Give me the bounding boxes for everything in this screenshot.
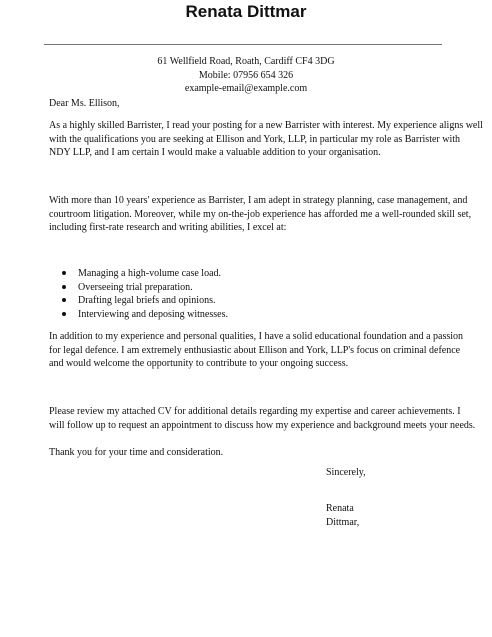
paragraph-1-line: NDY LLP, and I am certain I would make a valuable addition to your organisation. <box>49 147 381 158</box>
closing-text: Sincerely, <box>326 467 366 478</box>
bullet-icon <box>62 271 66 275</box>
list-item <box>62 281 442 295</box>
closing <box>326 466 366 480</box>
paragraph-2-line: With more than 10 years' experience as Barrister, I am adept in strategy planning, case management, and <box>49 195 468 206</box>
paragraph-4 <box>49 405 476 432</box>
signature <box>326 502 359 529</box>
list-item <box>62 294 442 308</box>
paragraph-3-line: In addition to my experience and personal qualities, I have a solid educational foundation and a passion <box>49 331 464 342</box>
paragraph-4-line: Please review my attached CV for additional details regarding my expertise and career achievements. I <box>49 406 461 417</box>
list-item-text: Interviewing and deposing witnesses. <box>78 308 228 320</box>
list-item <box>62 308 442 322</box>
paragraph-3-line: for legal defence. I am extremely enthusiastic about Ellison and York, LLP's focus on criminal defence <box>49 344 461 356</box>
contact-block <box>0 55 492 96</box>
salutation <box>49 97 454 111</box>
signature-first-name: Renata <box>326 503 354 514</box>
salutation-text: Dear Ms. Ellison, <box>49 98 120 109</box>
list-item-text: Overseeing trial preparation. <box>78 281 193 293</box>
paragraph-2 <box>49 194 472 235</box>
list-item-text: Drafting legal briefs and opinions. <box>78 295 216 306</box>
thanks-line <box>49 446 454 460</box>
paragraph-3 <box>49 330 464 371</box>
header-divider <box>44 44 442 45</box>
bullet-icon <box>62 312 66 316</box>
skills-list <box>62 267 442 321</box>
contact-mobile: Mobile: 07956 654 326 <box>198 69 294 81</box>
paragraph-2-line: courtroom litigation. Moreover, while my on-the-job experience has afforded me a well-rounded skill set, <box>49 208 472 220</box>
bullet-icon <box>62 285 66 289</box>
paragraph-1 <box>49 119 483 160</box>
paragraph-2-line: including first-rate research and writing abilities, I excel at: <box>49 222 287 233</box>
signature-last-name: Dittmar, <box>326 516 360 528</box>
paragraph-1-line: with the qualifications you are seeking at Ellison and York, LLP, in particular my role as Barrister with <box>49 133 461 145</box>
contact-address: 61 Wellfield Road, Roath, Cardiff CF4 3DG <box>157 56 335 67</box>
bullet-icon <box>62 298 66 302</box>
applicant-name: Renata Dittmar <box>185 2 307 21</box>
paragraph-3-line: and would welcome the opportunity to contribute to your ongoing success. <box>49 358 349 369</box>
list-item <box>62 267 442 281</box>
thanks-text: Thank you for your time and consideration. <box>49 447 224 458</box>
paragraph-4-line: will follow up to request an appointment to discuss how my experience and background meets your needs. <box>49 419 476 431</box>
paragraph-1-line: As a highly skilled Barrister, I read your posting for a new Barrister with interest. My experience aligns well <box>49 120 483 131</box>
contact-email: example-email@example.com <box>184 83 308 94</box>
list-item-text: Managing a high-volume case load. <box>78 268 222 279</box>
